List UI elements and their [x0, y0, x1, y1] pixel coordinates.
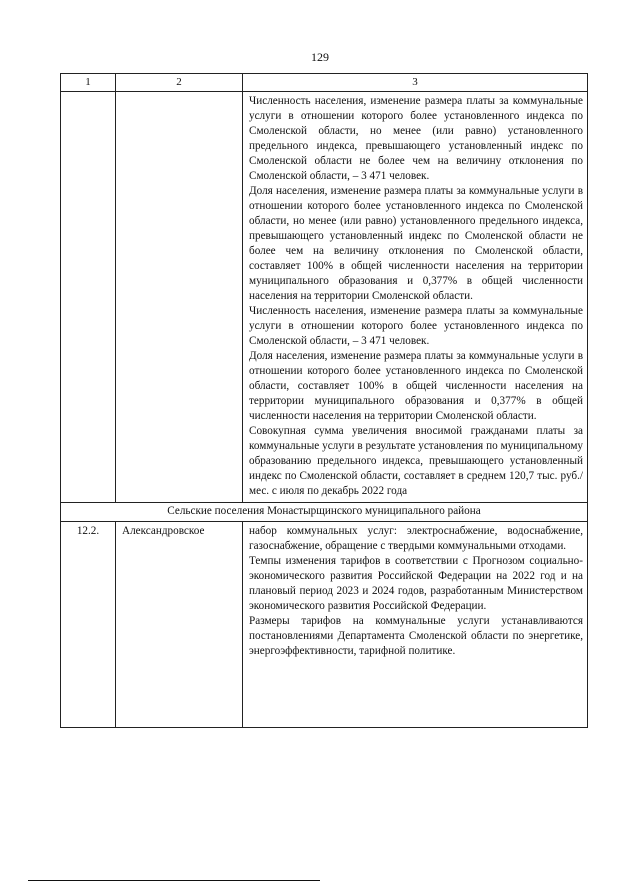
table-header-row — [61, 74, 588, 92]
cell-number: 12.2. — [61, 522, 116, 728]
paragraph: Размеры тарифов на коммунальные услуги устанавливаются постановлениями Департамента Смоленской области по энергетике, энергоэффективности, тарифной политике. — [249, 615, 583, 657]
table-section-row — [61, 503, 588, 522]
paragraph: Численность населения, изменение размера платы за коммунальные услуги в отношении которого более установленного индекса по Смоленской области, – 3 471 человек. — [249, 305, 583, 347]
cell-number-empty — [61, 92, 116, 503]
footer-rule — [28, 880, 320, 881]
page-number: 129 — [311, 50, 329, 64]
document-table — [60, 73, 588, 728]
paragraph: Темпы изменения тарифов в соответствии с Прогнозом социально-экономического развития Российской Федерации на 2022 год и на плановый период 2023 и 2024 годов, разработанным Министерством экономического развития Российской Федерации. — [249, 555, 583, 612]
table-row-12-2 — [61, 522, 588, 728]
paragraph: Доля населения, изменение размера платы за коммунальные услуги в отношении которого более установленного индекса по Смоленской области, но менее (или равно) установленного предельного индекса, превышающего установленный индекс по Смоленской области не более чем на величину отклонения по Смоленской области, составляет 100% в общей численности населения на территории муниципального образования и 0,377% в общей численности населения на территории Смоленской области. — [249, 185, 583, 302]
column-header-1: 1 — [61, 74, 116, 92]
column-header-3: 3 — [243, 74, 588, 92]
cell-description — [243, 522, 588, 728]
paragraph: Совокупная сумма увеличения вносимой гражданами платы за коммунальные услуги в результате установления по муниципальному образованию предельного индекса, превышающего установленный индекс по Смоленской области, составляет в среднем 120,7 тыс. руб./мес. с июля по декабрь 2022 года — [249, 425, 583, 497]
column-header-2: 2 — [116, 74, 243, 92]
cell-settlement-name: Александровское — [116, 522, 243, 728]
paragraph: набор коммунальных услуг: электроснабжение, водоснабжение, газоснабжение, обращение с твердыми коммунальными отходами. — [249, 525, 583, 552]
cell-description — [243, 92, 588, 503]
table-row-continuation — [61, 92, 588, 503]
cell-name-empty — [116, 92, 243, 503]
paragraph: Доля населения, изменение размера платы за коммунальные услуги в отношении которого более установленного индекса по Смоленской области, составляет 100% в общей численности населения на территории муниципального образования и 0,377% в общей численности населения на территории Смоленской области. — [249, 350, 583, 422]
paragraph: Численность населения, изменение размера платы за коммунальные услуги в отношении которого более установленного индекса по Смоленской области, но менее (или равно) установленного предельного индекса, превышающего установленный индекс по Смоленской области не более чем на величину отклонения по Смоленской области, – 3 471 человек. — [249, 95, 583, 182]
section-title: Сельские поселения Монастырщинского муниципального района — [61, 503, 588, 522]
